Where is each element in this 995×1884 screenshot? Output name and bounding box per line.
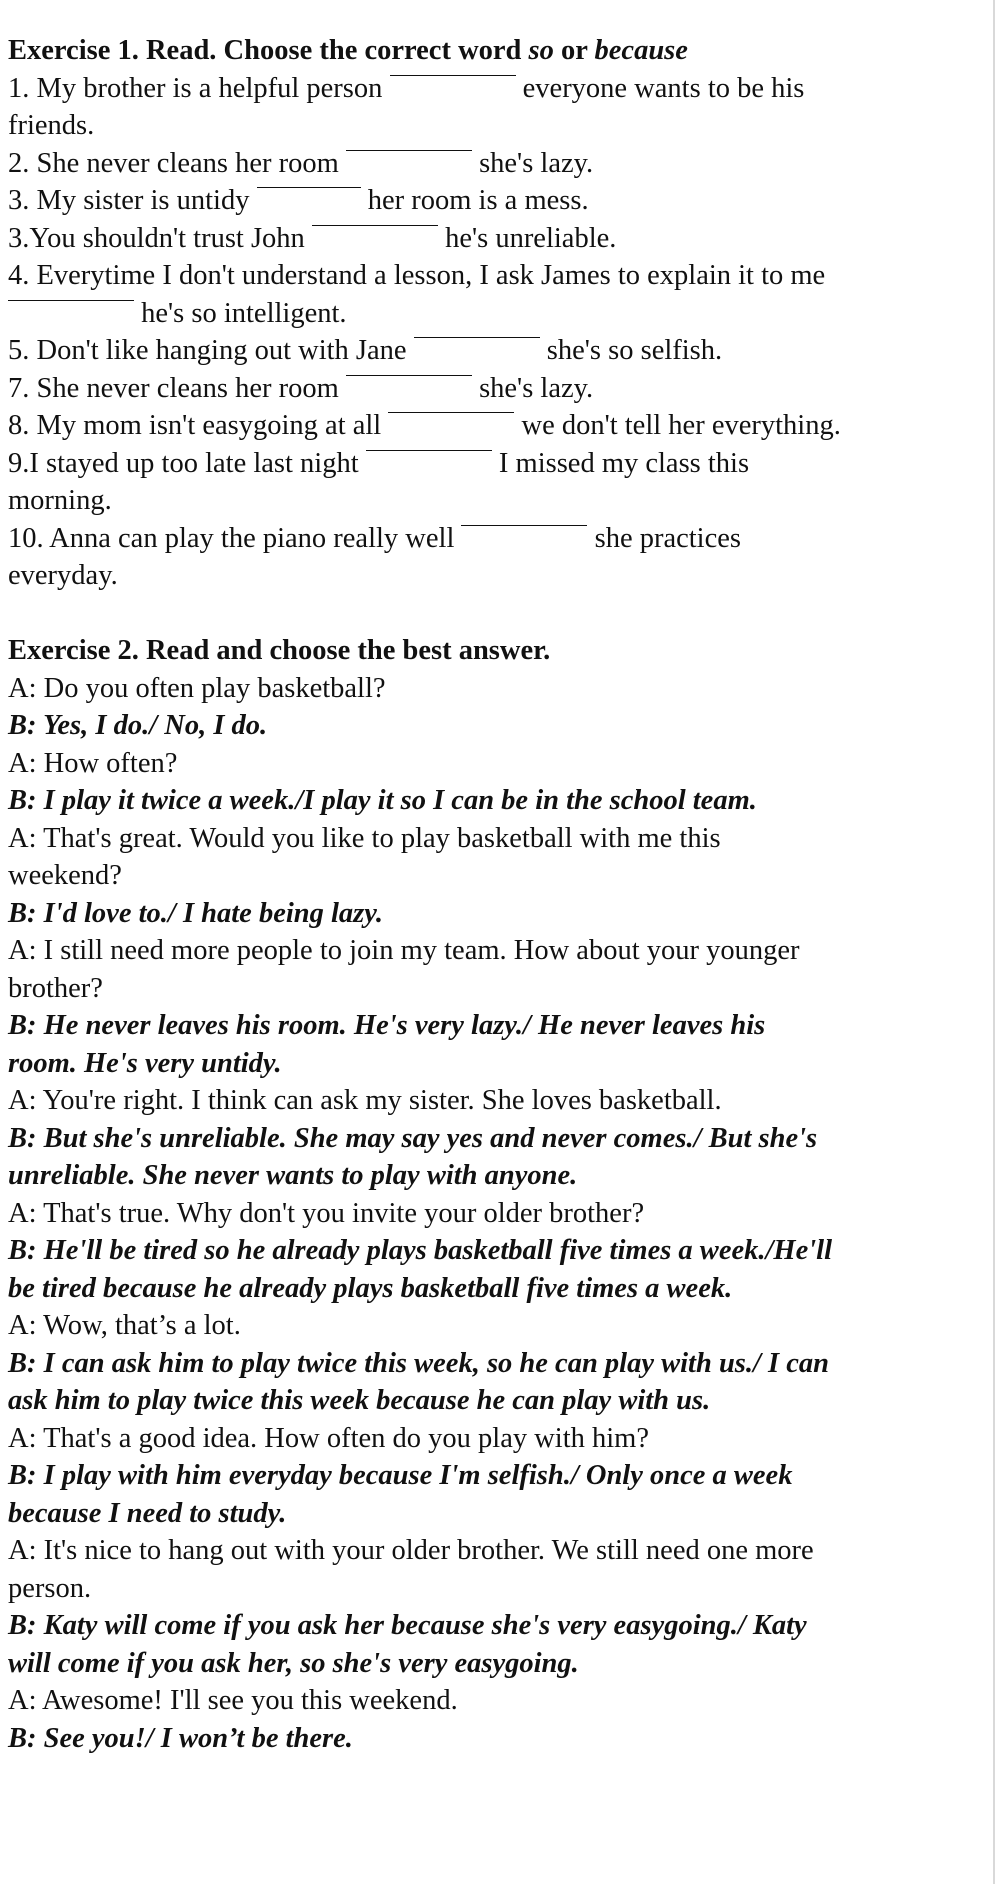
dialogue-line-a: brother? (8, 972, 103, 1004)
dialogue-line-a: A: Do you often play basketball? (8, 672, 386, 704)
question-text: 8. My mom isn't easygoing at all (8, 410, 389, 441)
question-text: 5. Don't like hanging out with Jane (8, 335, 414, 366)
exercise1-question-continued: friends. (8, 110, 95, 141)
dialogue-line-a: A: That's a good idea. How often do you play with him? (8, 1422, 649, 1454)
dialogue-line-a: A: How often? (8, 747, 178, 779)
answer-blank[interactable] (366, 425, 492, 451)
exercise2-dialogue (8, 670, 988, 1758)
dialogue-line-a: A: Wow, that’s a lot. (8, 1310, 241, 1341)
answer-blank[interactable] (390, 50, 516, 76)
answer-blank[interactable] (257, 162, 361, 188)
dialogue-line-a: A: I still need more people to join my team. How about your younger (8, 935, 800, 966)
answer-blank[interactable] (8, 275, 134, 301)
dialogue-line-b: room. He's very untidy. (8, 1047, 282, 1079)
question-text: 3.You shouldn't trust John (8, 222, 312, 254)
exercise1-question-continued: morning. (8, 485, 112, 516)
question-text: 2. She never cleans her room (8, 147, 346, 179)
answer-blank[interactable] (388, 387, 514, 413)
dialogue-line-b: be tired because he already plays basketball five times a week. (8, 1272, 733, 1304)
question-text: 1. My brother is a helpful person (8, 72, 390, 104)
question-text: 10. Anna can play the piano really well (8, 522, 462, 554)
dialogue-line-b: B: I can ask him to play twice this week, so he can play with us./ I can (8, 1347, 830, 1379)
dialogue-line-b: because I need to study. (8, 1497, 287, 1529)
exercise1-title-word-because: because (594, 35, 688, 66)
exercise1-title-or: or (553, 35, 595, 66)
dialogue-line-b: B: He never leaves his room. He's very lazy./ He never leaves his (8, 1010, 766, 1041)
exercise1-question (8, 182, 988, 220)
answer-blank[interactable] (346, 125, 472, 151)
section-spacer (8, 595, 988, 633)
exercise1-question (8, 332, 988, 370)
exercise1-title-text: Exercise 1. Read. Choose the correct word (8, 35, 529, 66)
dialogue-line-a: A: You're right. I think can ask my sister. She loves basketball. (8, 1085, 722, 1116)
answer-blank[interactable] (346, 350, 472, 376)
dialogue-line-b: B: I play it twice a week./I play it so I can be in the school team. (8, 785, 757, 816)
exercise1-title-word-so: so (528, 35, 554, 66)
question-text: her room is a mess. (360, 185, 589, 216)
dialogue-line-b: ask him to play twice this week because he can play with us. (8, 1385, 711, 1416)
exercise1-question (8, 145, 988, 183)
worksheet-content (8, 32, 988, 1757)
dialogue-line-b: B: But she's unreliable. She may say yes and never comes./ But she's (8, 1122, 818, 1154)
dialogue-line-b: B: I'd love to./ I hate being lazy. (8, 897, 383, 929)
answer-blank[interactable] (461, 500, 587, 526)
exercise1-question (8, 407, 988, 445)
dialogue-line-a: A: Awesome! I'll see you this weekend. (8, 1685, 458, 1716)
dialogue-line-b: unreliable. She never wants to play with anyone. (8, 1160, 578, 1191)
dialogue-line-a: person. (8, 1572, 92, 1604)
question-text: she practices (587, 522, 741, 554)
exercise1-question (8, 220, 988, 258)
answer-blank[interactable] (312, 200, 438, 226)
dialogue-line-b: B: Katy will come if you ask her because she's very easygoing./ Katy (8, 1610, 807, 1641)
dialogue-line-b: will come if you ask her, so she's very easygoing. (8, 1647, 579, 1679)
dialogue-line-a: weekend? (8, 860, 122, 891)
question-text: he's so intelligent. (134, 297, 347, 329)
question-text: she's lazy. (471, 147, 594, 179)
exercise2-title: Exercise 2. Read and choose the best answer. (8, 635, 551, 666)
question-text: she's lazy. (471, 372, 594, 404)
dialogue-line-a: A: That's great. Would you like to play basketball with me this (8, 822, 721, 854)
exercise1-question (8, 70, 988, 108)
question-text: 3. My sister is untidy (8, 185, 257, 216)
dialogue-line-b: B: Yes, I do./ No, I do. (8, 710, 268, 741)
exercise1-question (8, 445, 988, 483)
question-text: she's so selfish. (539, 335, 723, 366)
dialogue-line-b: B: See you!/ I won’t be there. (8, 1722, 353, 1754)
question-text: 9.I stayed up too late last night (8, 447, 366, 479)
question-text: 7. She never cleans her room (8, 372, 346, 404)
exercise1-question: 4. Everytime I don't understand a lesson, I ask James to explain it to me (8, 260, 826, 291)
exercise1-question (8, 520, 988, 558)
question-text: he's unreliable. (437, 222, 617, 254)
dialogue-line-b: B: I play with him everyday because I'm selfish./ Only once a week (8, 1460, 793, 1491)
answer-blank[interactable] (414, 312, 540, 338)
exercise1-question-continued: everyday. (8, 560, 118, 591)
question-text: we don't tell her everything. (514, 410, 841, 441)
dialogue-line-b: B: He'll be tired so he already plays basketball five times a week./He'll (8, 1235, 832, 1266)
dialogue-line-a: A: It's nice to hang out with your older brother. We still need one more (8, 1535, 814, 1566)
question-text: I missed my class this (491, 447, 750, 479)
dialogue-line-a: A: That's true. Why don't you invite your older brother? (8, 1197, 645, 1229)
question-text: everyone wants to be his (515, 72, 805, 104)
